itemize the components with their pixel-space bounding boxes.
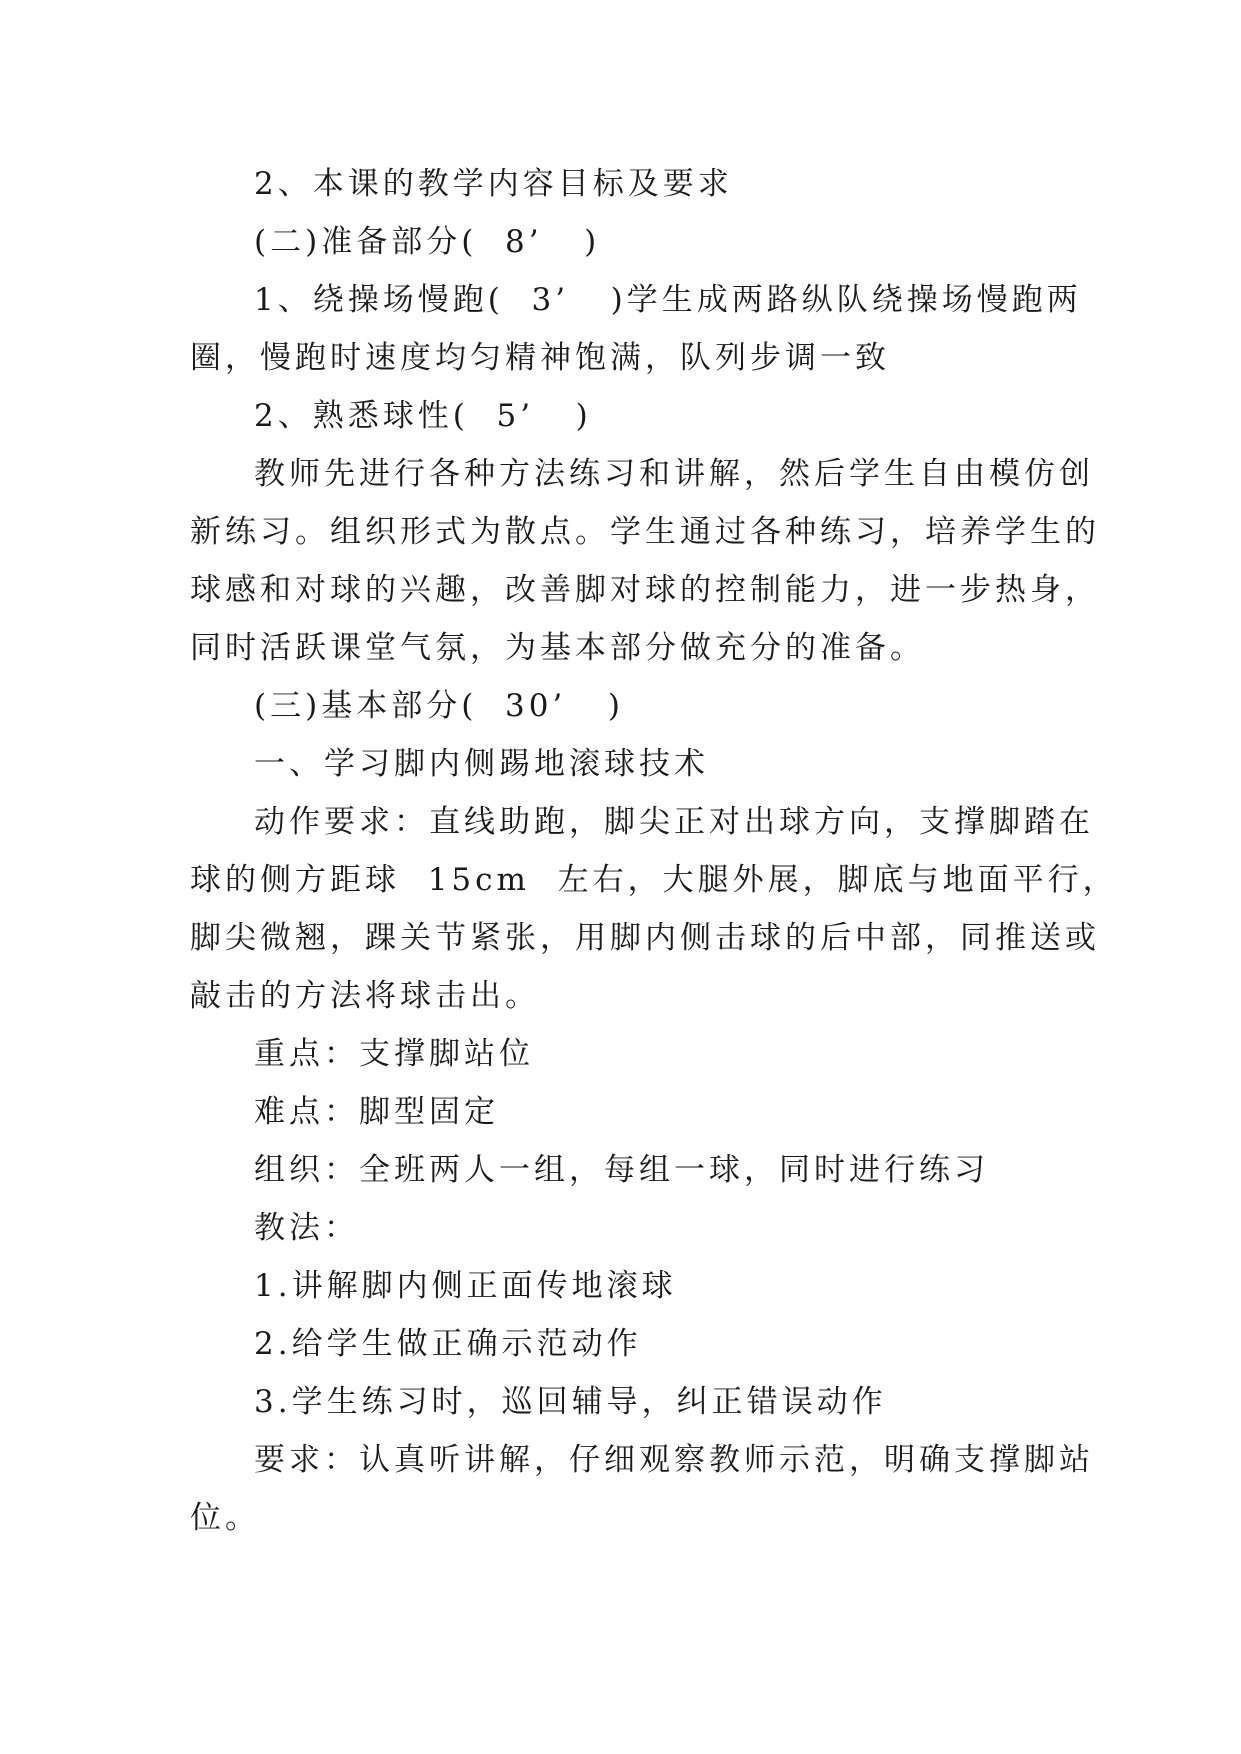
text-line: (二)准备部分( 8’ ) [254, 224, 601, 260]
text-line: 教法： [254, 1210, 359, 1246]
text-line: 组织：全班两人一组，每组一球，同时进行练习 [254, 1152, 989, 1188]
text-line: 难点：脚型固定 [254, 1094, 499, 1130]
text-line: 圈，慢跑时速度均匀精神饱满，队列步调一致 [190, 340, 890, 376]
text-line: 3.学生练习时，巡回辅导，纠正错误动作 [254, 1384, 887, 1420]
text-line: 新练习。组织形式为散点。学生通过各种练习，培养学生的 [190, 514, 1100, 550]
text-line: 1.讲解脚内侧正面传地滚球 [254, 1268, 677, 1304]
text-line: 动作要求：直线助跑，脚尖正对出球方向，支撑脚踏在 [254, 804, 1094, 840]
text-line: 脚尖微翘，踝关节紧张，用脚内侧击球的后中部，同推送或 [190, 920, 1100, 956]
text-line: 位。 [190, 1500, 260, 1536]
text-line: (三)基本部分( 30’ ) [254, 688, 624, 724]
text-line: 2、熟悉球性( 5’ ) [254, 398, 592, 434]
text-line: 同时活跃课堂气氛，为基本部分做充分的准备。 [190, 630, 925, 666]
text-line: 2.给学生做正确示范动作 [254, 1326, 642, 1362]
text-line: 球的侧方距球 15cm 左右，大腿外展，脚底与地面平行， [190, 862, 1118, 898]
text-line: 教师先进行各种方法练习和讲解，然后学生自由模仿创 [254, 456, 1094, 492]
text-line: 一、学习脚内侧踢地滚球技术 [254, 746, 709, 782]
text-line: 敲击的方法将球击出。 [190, 978, 540, 1014]
text-line: 2、本课的教学内容目标及要求 [254, 166, 733, 202]
text-line: 1、绕操场慢跑( 3’ )学生成两路纵队绕操场慢跑两 [254, 282, 1082, 318]
text-line: 重点：支撑脚站位 [254, 1036, 534, 1072]
text-line: 要求：认真听讲解，仔细观察教师示范，明确支撑脚站 [254, 1442, 1094, 1478]
text-line: 球感和对球的兴趣，改善脚对球的控制能力，进一步热身， [190, 572, 1100, 608]
